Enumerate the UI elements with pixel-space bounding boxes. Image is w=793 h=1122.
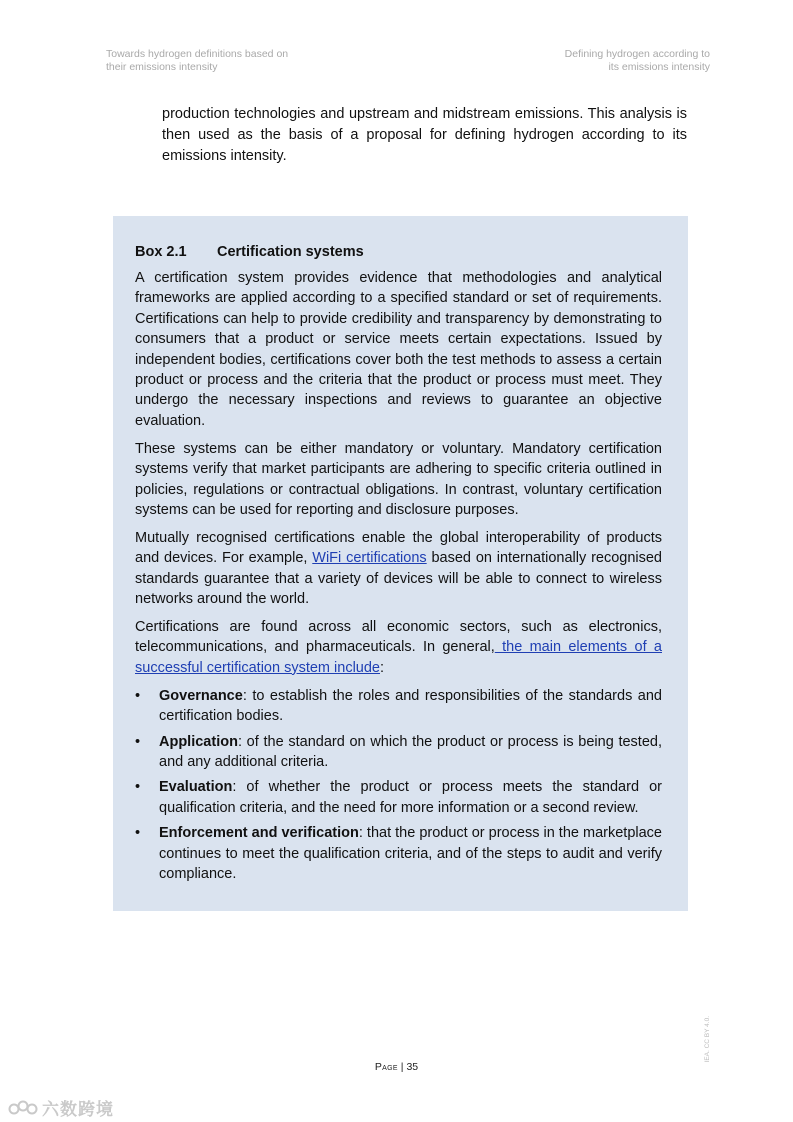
para4-text-after: : [380, 659, 385, 676]
certification-elements-link[interactable]: the main elements of a successful certification system include [135, 639, 662, 676]
bullet-icon: • [135, 687, 141, 704]
para3-text-before: Mutually recognised certifications enable the global interoperability of products and devices. For example, [135, 529, 662, 567]
list-item-application [135, 732, 662, 773]
wifi-certifications-link[interactable]: WiFi certifications [312, 550, 427, 567]
header-right-line1: Defining hydrogen according to [564, 48, 710, 60]
list-item-enforcement [135, 823, 662, 884]
watermark-logo-icon [8, 1098, 38, 1118]
page-number: 35 [406, 1061, 419, 1073]
box-paragraph-2: These systems can be either mandatory or voluntary. Mandatory certification systems verify that market participants are adhering to specific criteria outlined in policies, regulations or contractual obligations. In contrast, voluntary certification systems can be used for reporting and disclosure purposes. [135, 440, 662, 518]
list-text: : of whether the product or process meets the standard or qualification criteria, and the need for more information or a second review. [159, 779, 662, 816]
page-label: Page [374, 1061, 398, 1073]
license-credit: IEA. CC BY 4.0. [704, 1016, 711, 1063]
box-title: Certification systems [217, 244, 364, 260]
list-item-governance [135, 686, 662, 727]
box-number: Box 2.1 [135, 244, 187, 260]
para4-text-before: Certifications are found across all economic sectors, such as electronics, telecommunications, and pharmaceuticals. In general, [135, 619, 662, 656]
certification-box [113, 216, 688, 911]
header-left-line2: their emissions intensity [106, 61, 218, 73]
watermark-text: 六数跨境 [42, 1100, 114, 1119]
list-term: Enforcement and verification [159, 825, 359, 842]
bullet-icon: • [135, 825, 141, 842]
list-item-evaluation [135, 777, 662, 818]
box-paragraph-1: A certification system provides evidence that methodologies and analytical frameworks are applied according to a specified standard or set of requirements. Certifications can help to provide credibility and transparency by demonstrating to consumers that a product or service meets certain expectations. Issued by independent bodies, certifications cover both the test methods to assess a certain product or process and the criteria that the product or process must meet. They undergo the necessary inspections and reviews to guarantee an objective evaluation. [135, 270, 662, 429]
watermark [8, 1095, 114, 1120]
list-text: : of the standard on which the product or process is being tested, and any additional criteria. [159, 733, 662, 770]
list-text: : that the product or process in the marketplace continues to meet the qualification criteria, and of the steps to audit and verify compliance. [159, 825, 662, 882]
box-paragraph-3 [135, 528, 662, 610]
box-heading [135, 242, 662, 262]
page-separator: | [397, 1061, 407, 1073]
list-text: : to establish the roles and responsibilities of the standards and certification bodies. [159, 687, 662, 725]
intro-paragraph: production technologies and upstream and midstream emissions. This analysis is then used as the basis of a proposal for defining hydrogen according to its emissions intensity. [162, 106, 687, 164]
para3-text-after: based on internationally recognised standards guarantee that a variety of devices will be able to connect to wireless networks around the world. [135, 550, 663, 608]
list-term: Evaluation [159, 779, 233, 796]
header-left-line1: Towards hydrogen definitions based on [106, 48, 289, 60]
page-footer [0, 1061, 793, 1073]
bullet-icon: • [135, 733, 141, 750]
list-term: Application [159, 733, 238, 750]
header-right-line2: its emissions intensity [608, 61, 710, 73]
running-header-right [565, 48, 710, 74]
elements-list [135, 686, 662, 885]
list-term: Governance [159, 687, 243, 704]
running-header-left [106, 48, 288, 74]
bullet-icon: • [135, 779, 141, 796]
box-paragraph-4 [135, 617, 662, 678]
